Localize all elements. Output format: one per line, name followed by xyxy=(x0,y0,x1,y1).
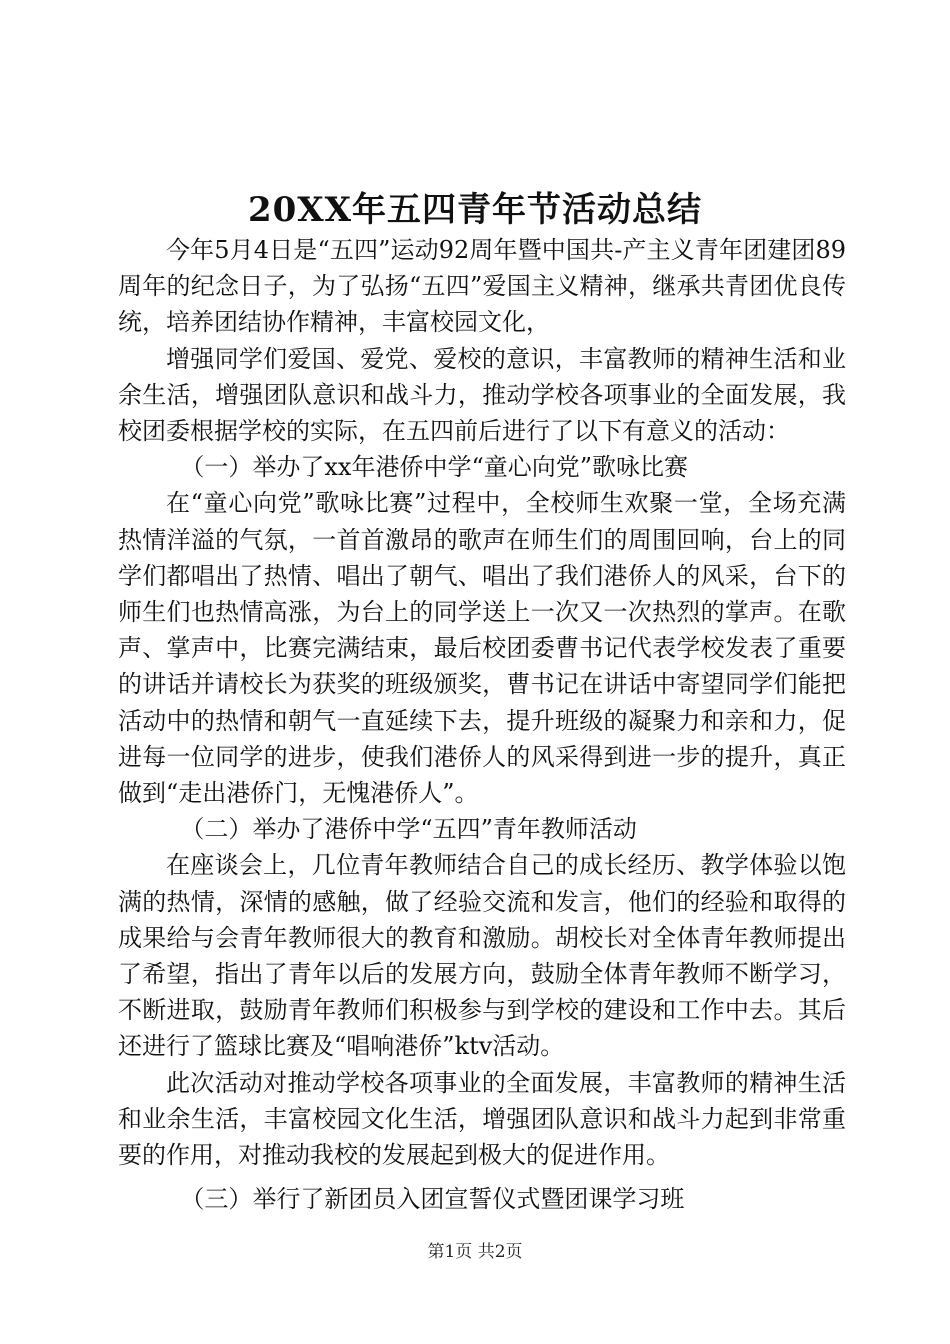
document-body xyxy=(118,232,846,1217)
paragraph-teacher-activity: 在座谈会上，几位青年教师结合自己的成长经历、教学体验以饱满的热情，深情的感触，做了经验交流和发言，他们的经验和取得的成果给与会青年教师很大的教育和激励。胡校长对全体青年教师提出了希望，指出了青年以后的发展方向，鼓励全体青年教师不断学习，不断进取，鼓励青年教师们积极参与到学校的建设和工作中去。其后还进行了篮球比赛及“唱响港侨”ktv活动。 xyxy=(118,851,846,1061)
paragraph-purpose: 增强同学们爱国、爱党、爱校的意识，丰富教师的精神生活和业余生活，增强团队意识和战斗力，推动学校各项事业的全面发展，我校团委根据学校的实际，在五四前后进行了以下有意义的活动： xyxy=(118,344,846,446)
section-heading-2: （二）举办了港侨中学“五四”青年教师活动 xyxy=(180,815,637,844)
section-heading-3: （三）举行了新团员入团宣誓仪式暨团课学习班 xyxy=(180,1185,685,1214)
document-title: 20XX年五四青年节活动总结 xyxy=(247,190,703,230)
paragraph-singing-contest: 在“童心向党”歌咏比赛”过程中，全校师生欢聚一堂，全场充满热情洋溢的气氛，一首首激昂的歌声在师生们的周围回响，台上的同学们都唱出了热情、唱出了朝气、唱出了我们港侨人的风采，台下的师生们也热情高涨，为台上的同学送上一次又一次热烈的掌声。在歌声、掌声中，比赛完满结束，最后校团委曹书记代表学校发表了重要的讲话并请校长为获奖的班级颁奖，曹书记在讲话中寄望同学们能把活动中的热情和朝气一直延续下去，提升班级的凝聚力和亲和力，促进每一位同学的进步，使我们港侨人的风采得到进一步的提升，真正做到“走出港侨门，无愧港侨人”。 xyxy=(118,489,846,808)
page-footer: 第1页 共2页 xyxy=(427,1242,523,1262)
section-heading-1: （一）举办了xx年港侨中学“童心向党”歌咏比赛 xyxy=(180,453,688,482)
paragraph-activity-impact: 此次活动对推动学校各项事业的全面发展，丰富教师的精神生活和业余生活，丰富校园文化生活，增强团队意识和战斗力起到非常重要的作用，对推动我校的发展起到极大的促进作用。 xyxy=(118,1068,846,1170)
paragraph-intro: 今年5月4日是“五四”运动92周年暨中国共-产主义青年团建团89周年的纪念日子，为了弘扬“五四”爱国主义精神，继承共青团优良传统，培养团结协作精神，丰富校园文化， xyxy=(118,236,846,337)
